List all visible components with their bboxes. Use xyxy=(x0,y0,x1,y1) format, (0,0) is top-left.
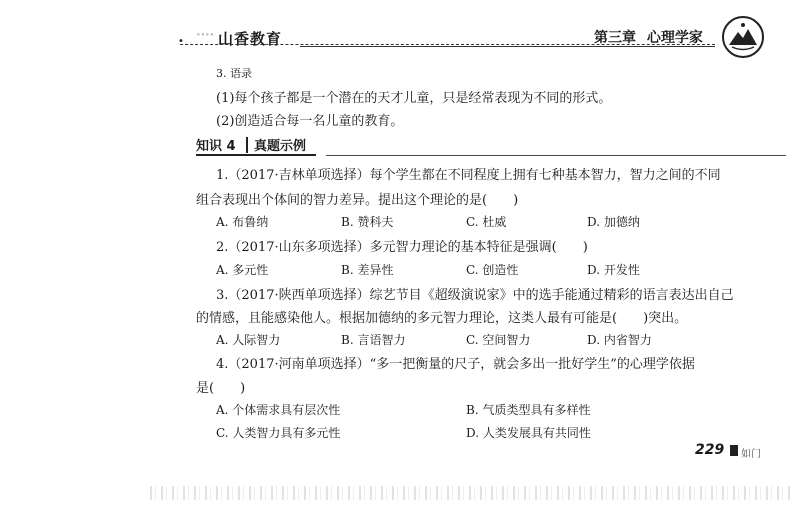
header-dots: • xyxy=(178,36,185,47)
section-separator xyxy=(246,137,248,153)
page-marker xyxy=(730,445,738,456)
quotes-heading: 3. 语录 xyxy=(216,67,252,80)
section-underline xyxy=(196,154,316,156)
section-rule xyxy=(326,155,786,156)
answer-option: C. 杜威 xyxy=(466,215,507,229)
question-text: 1.（2017·吉林单项选择）每个学生都在不同程度上拥有七种基本智力，智力之间的不同 xyxy=(216,168,721,183)
quote-item: (2)创造适合每一名儿童的教育。 xyxy=(216,114,404,129)
quote-item: (1)每个孩子都是一个潜在的天才儿童，只是经常表现为不同的形式。 xyxy=(216,91,612,106)
answer-option: C. 创造性 xyxy=(466,263,519,277)
answer-option: A. 布鲁纳 xyxy=(216,215,269,229)
answer-option: D. 加德纳 xyxy=(587,215,640,229)
answer-option: D. 内省智力 xyxy=(587,333,652,347)
section-title: 真题示例 xyxy=(254,139,307,154)
answer-option: A. 多元性 xyxy=(216,263,269,277)
answer-option: B. 差异性 xyxy=(341,263,394,277)
answer-option: A. 个体需求具有层次性 xyxy=(216,403,341,417)
brand-logo xyxy=(197,28,282,49)
brand-name: 山香教育 xyxy=(218,30,283,48)
answer-option: B. 气质类型具有多样性 xyxy=(466,403,591,417)
answer-option: A. 人际智力 xyxy=(216,333,281,347)
chapter-title: 第三章 心理学家 xyxy=(594,30,703,46)
answer-option: D. 开发性 xyxy=(587,263,640,277)
question-text: 组合表现出个体间的智力差异。提出这个理论的是( ) xyxy=(196,193,519,208)
question-text: 4.（2017·河南单项选择）“多一把衡量的尺子，就会多出一批好学生”的心理学依据 xyxy=(216,357,695,372)
question-text: 的情感，且能感染他人。根据加德纳的多元智力理论，这类人最有可能是( )突出。 xyxy=(196,311,688,326)
question-text: 是( ) xyxy=(196,381,246,396)
answer-option: C. 人类智力具有多元性 xyxy=(216,426,341,440)
section-header xyxy=(196,135,786,155)
section-label: 知识 4 xyxy=(196,139,236,154)
answer-option: D. 人类发展具有共同性 xyxy=(466,426,591,440)
page-tail: 如门 xyxy=(741,449,761,460)
question-text: 3.（2017·陕西单项选择）综艺节目《超级演说家》中的选手能通过精彩的语言表达出自己 xyxy=(216,288,734,303)
mountain-badge-icon xyxy=(722,16,764,58)
question-text: 2.（2017·山东多项选择）多元智力理论的基本特征是强调( ) xyxy=(216,240,588,255)
answer-option: C. 空间智力 xyxy=(466,333,531,347)
answer-option: B. 赞科夫 xyxy=(341,215,394,229)
answer-option: B. 言语智力 xyxy=(341,333,406,347)
brand-ticks: ﾟﾟﾟﾟ xyxy=(197,34,216,44)
page-number: 229 xyxy=(695,442,725,458)
scan-noise xyxy=(150,486,790,500)
